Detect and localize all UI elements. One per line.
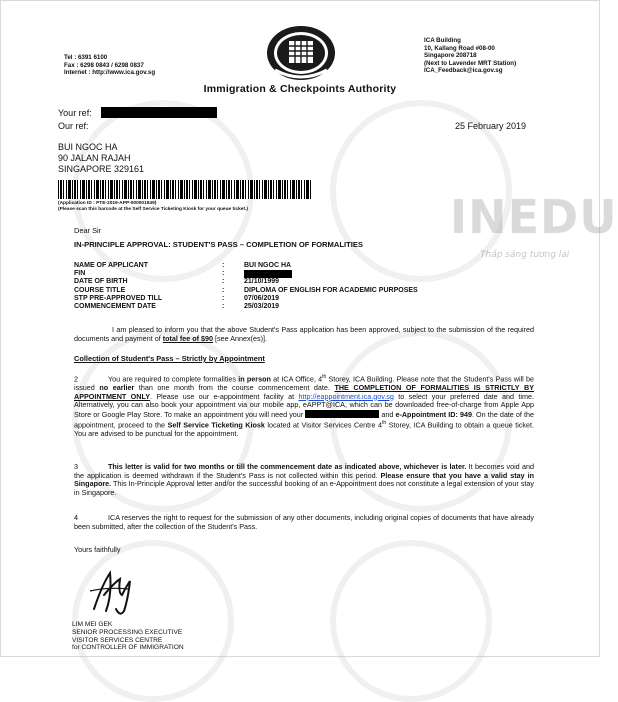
p3-bold: This letter is valid for two months or till the commencement date as indicated above, whichever is later. — [108, 462, 467, 471]
ica-crest-logo — [265, 24, 337, 82]
paragraph-1 — [74, 326, 534, 343]
p2-text: and — [379, 409, 396, 419]
collection-heading: Collection of Student's Pass – Strictly by Appointment — [74, 354, 265, 363]
barcode-caption — [58, 201, 248, 213]
address-block — [424, 37, 516, 75]
salutation: Dear Sir — [74, 226, 102, 235]
detail-row — [74, 270, 544, 278]
watermark-tagline: Thắp sáng tương lai — [480, 250, 570, 260]
eappointment-link[interactable]: http://eappointment.ica.gov.sg — [298, 391, 394, 401]
address-line: Singapore 208718 — [424, 52, 477, 60]
barcode-instruction: (Please scan this barcode at the Self Service Ticketing Kiosk for your queue ticket.) — [58, 207, 248, 212]
p1-text: I am pleased to inform you that the above Student's Pass application has been approved, subject to the submission of the required documents and payment of — [74, 325, 534, 343]
handwritten-signature — [88, 565, 148, 617]
recipient-line: 90 JALAN RAJAH — [58, 153, 131, 164]
paragraph-2 — [74, 373, 534, 439]
address-line: 10, Kallang Road #08-00 — [424, 44, 495, 52]
detail-value: BUI NGOC HA — [244, 262, 292, 269]
p2-text: You are required to complete formalities — [108, 374, 239, 384]
your-ref-label: Your ref: — [58, 108, 92, 118]
address-line: ICA_Feedback@ica.gov.sg — [424, 67, 503, 75]
total-fee: total fee of $90 — [162, 333, 214, 343]
our-ref-label: Our ref: — [58, 121, 89, 131]
detail-label: FIN — [74, 270, 86, 278]
detail-colon: : — [222, 302, 225, 310]
p2-text: to select your preferred date and time. Alternatively, you can also book your appointment via our mobile app, eAPPT@ICA, which can be downloaded free-of-charge from Apple App Store or Google Play Store. To make an appointment you will need your — [74, 391, 535, 419]
p4-text: ICA reserves the right to request for the submission of any other documents, including original copies of documents that have already been submitted, after the collection of the Student's Pass. — [74, 513, 534, 531]
redacted-fin — [244, 270, 292, 278]
detail-row — [74, 278, 544, 286]
signatory-title: SENIOR PROCESSING EXECUTIVE — [72, 628, 183, 636]
address-line: (Next to Lavender MRT Station) — [424, 59, 517, 67]
signatory-for: for CONTROLLER OF IMMIGRATION — [72, 644, 184, 652]
recipient-line: BUI NGOC HA — [58, 142, 118, 152]
watermark-seal — [330, 540, 492, 702]
detail-value: DIPLOMA OF ENGLISH FOR ACADEMIC PURPOSES — [244, 286, 418, 294]
p2-text: . On the date of the appointment, proceed to the — [74, 409, 534, 430]
detail-colon: : — [222, 262, 225, 269]
detail-row — [74, 287, 544, 295]
contact-line: Tel : 6391 6100 — [64, 54, 108, 61]
paragraph-3 — [74, 463, 534, 497]
detail-colon: : — [222, 278, 225, 286]
detail-label: DATE OF BIRTH — [74, 278, 128, 286]
p2-number: 2 — [74, 374, 78, 384]
p2-sup: th — [322, 374, 327, 380]
signatory-block — [72, 621, 184, 652]
recipient-address — [58, 142, 144, 176]
p2-text: Storey, ICA Building to obtain a queue ticket. You are advised to be punctual for the appointment. — [74, 420, 535, 439]
detail-value: 25/03/2019 — [244, 302, 280, 310]
detail-label: STP PRE-APPROVED TILL — [74, 294, 163, 302]
detail-row — [74, 303, 544, 311]
detail-label: COMMENCEMENT DATE — [74, 302, 156, 310]
paragraph-4 — [74, 514, 534, 531]
p2-text: . Please use our e-appointment facility at — [150, 391, 299, 401]
p2-bold: in person — [238, 374, 271, 384]
applicant-details — [74, 262, 544, 311]
p3-text: This In-Principle Approval letter and/or the successful booking of an e-Appointment does not constitute a legal extension of your stay in Singapore. — [74, 479, 534, 497]
queue-barcode — [58, 180, 312, 199]
detail-label: NAME OF APPLICANT — [74, 262, 149, 269]
detail-colon: : — [222, 286, 225, 294]
p4-number: 4 — [74, 513, 78, 522]
recipient-line: SINGAPORE 329161 — [58, 164, 145, 175]
watermark-brand: INEDU — [450, 190, 618, 244]
detail-colon: : — [222, 270, 225, 278]
eappointment-id: e-Appointment ID: 949 — [395, 409, 472, 419]
p2-bold: Self Service Ticketing Kiosk — [167, 420, 265, 430]
redacted-inline — [305, 410, 379, 418]
detail-value: 07/06/2019 — [244, 294, 280, 302]
signatory-name: LIM MEI GEK — [72, 621, 113, 628]
detail-row — [74, 262, 544, 270]
detail-colon: : — [222, 294, 225, 302]
contact-line: Internet : http://www.ica.gov.sg — [64, 69, 156, 77]
letter-date: 25 February 2019 — [455, 121, 527, 131]
p2-bold: no earlier — [99, 382, 135, 392]
address-line: ICA Building — [424, 37, 461, 44]
closing: Yours faithfully — [74, 545, 121, 554]
appointment-notice: THE COMPLETION OF FORMALITIES IS STRICTLY BY APPOINTMENT ONLY — [74, 382, 534, 401]
p2-sup: th — [382, 420, 387, 427]
p2-text: at ICA Office, 4 — [270, 374, 323, 384]
application-id: (Application ID : PTE-2019-APP-000001949) — [58, 201, 157, 206]
p2-text: Storey, ICA Building. Please note that the Student's Pass will be issued — [74, 374, 535, 392]
p3-text: It becomes void and the application is deemed withdrawn if the Student's Pass is not collected within this period. — [74, 462, 534, 480]
redacted-block — [101, 107, 217, 118]
p2-text: located at Visitor Services Centre 4 — [264, 420, 383, 430]
detail-label: COURSE TITLE — [74, 286, 126, 294]
p3-number: 3 — [74, 462, 78, 471]
p3-bold: Please ensure that you have a valid stay in Singapore. — [74, 470, 534, 489]
p2-text: than one month from the course commencement date. — [134, 382, 335, 392]
contact-block — [64, 54, 155, 77]
detail-row — [74, 295, 544, 303]
p1-text-end: [see Annex(es)]. — [213, 333, 267, 343]
contact-line: Fax : 6298 0843 / 6298 0837 — [64, 61, 144, 69]
letter-subject: IN-PRINCIPLE APPROVAL: STUDENT'S PASS – COMPLETION OF FORMALITIES — [74, 240, 363, 249]
org-title: Immigration & Checkpoints Authority — [203, 83, 397, 95]
signatory-dept: VISITOR SERVICES CENTRE — [72, 636, 163, 644]
detail-value: 21/10/1999 — [244, 278, 280, 286]
